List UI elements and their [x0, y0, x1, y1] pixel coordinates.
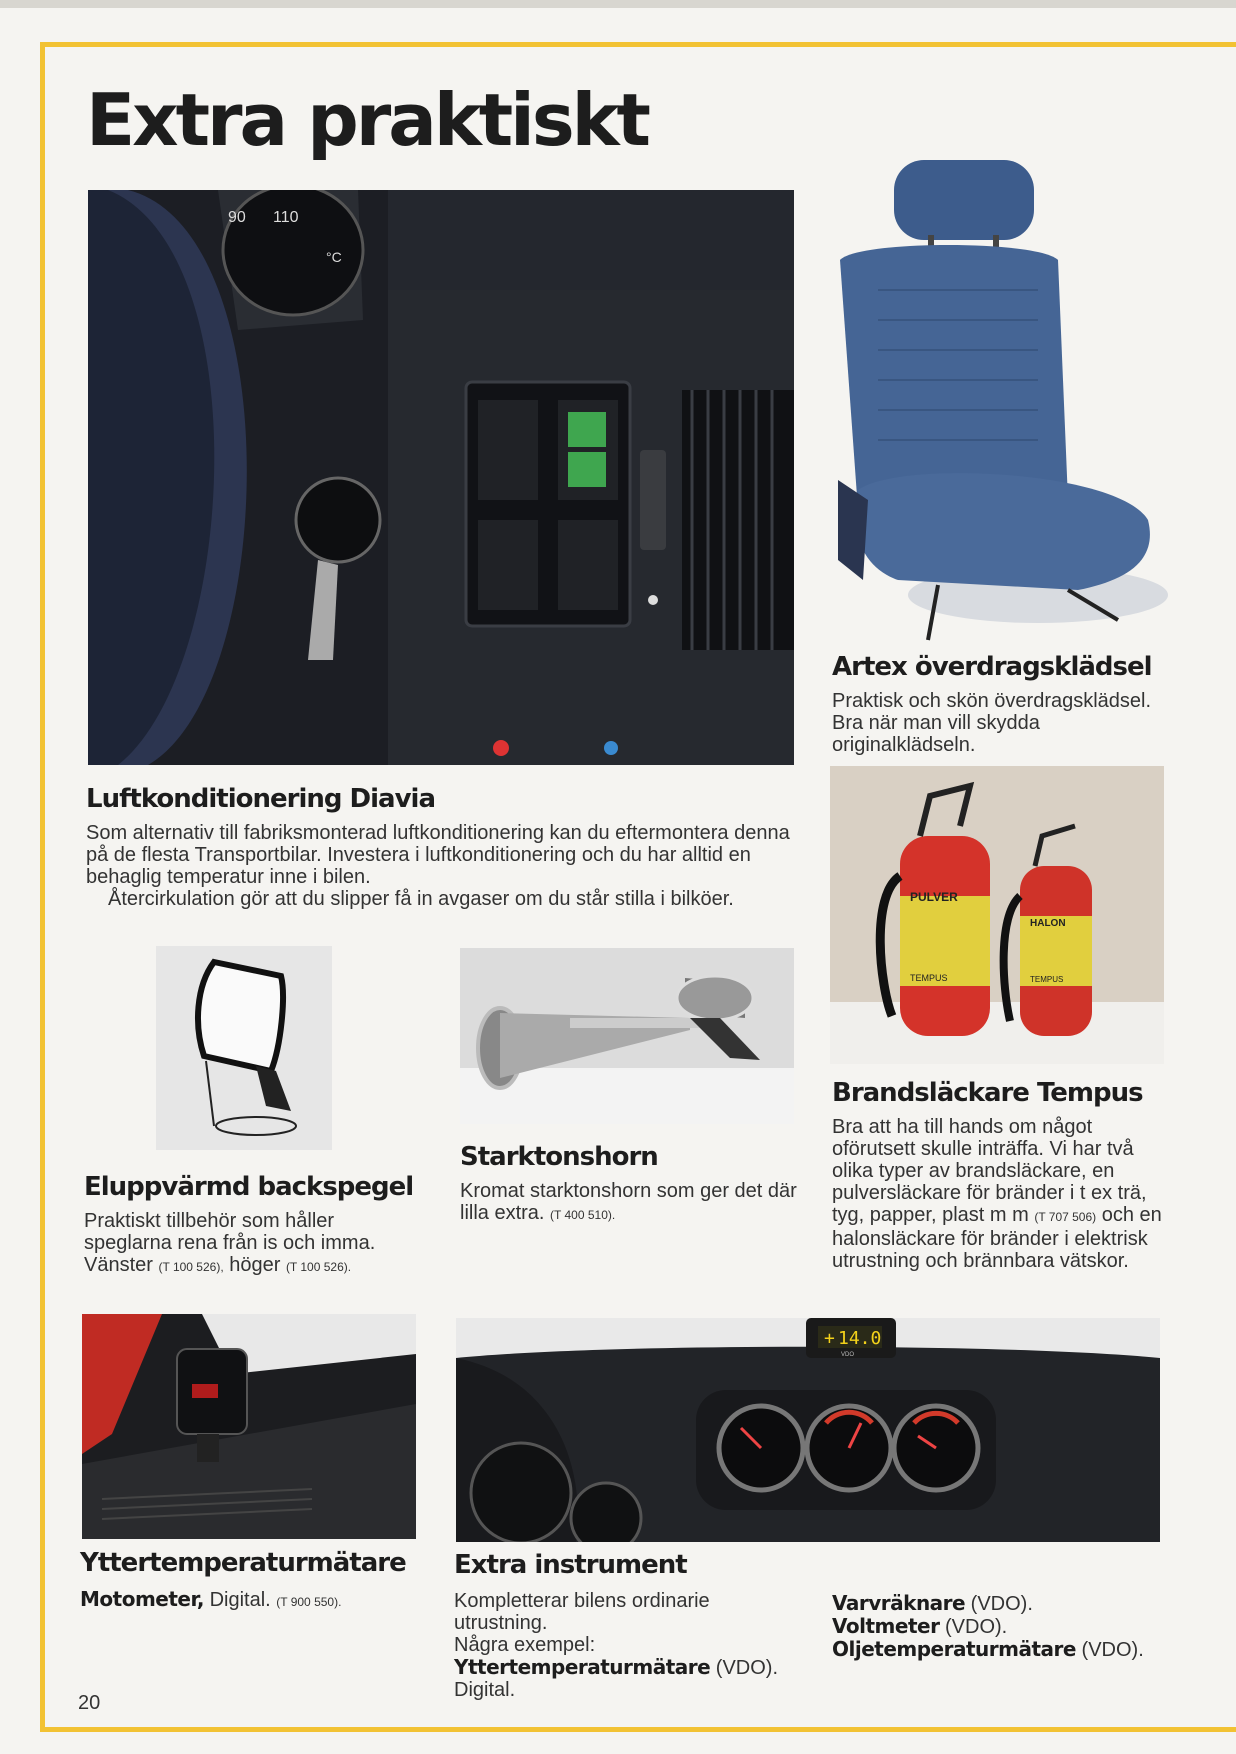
horn-text-main: Kromat starktonshorn som ger det där lilla extra. — [460, 1180, 797, 1224]
thermometer-text-main: Digital. — [209, 1589, 271, 1611]
instruments-list-rest: (VDO). — [945, 1616, 1008, 1638]
powder-label: PULVER — [910, 890, 958, 904]
page-top-edge — [0, 0, 1236, 8]
thermometer-photo — [82, 1314, 416, 1539]
extinguisher-photo — [830, 766, 1164, 1064]
instruments-list-item — [832, 1592, 1172, 1615]
extinguisher-code: (T 707 506) — [1034, 1210, 1097, 1224]
thermometer-heading: Yttertemperaturmätare — [80, 1548, 406, 1578]
vdo-display-brand: VDO — [841, 1352, 855, 1358]
mirror-heading: Eluppvärmd backspegel — [84, 1172, 414, 1202]
mirror-text-main: Praktiskt tillbehör som håller speglarna rena från is och imma. Vänster — [84, 1210, 376, 1276]
horn-photo — [460, 948, 794, 1124]
mirror-code-left: (T 100 526), — [158, 1260, 224, 1274]
halon-label: HALON — [1030, 918, 1066, 929]
instruments-example1-name: Yttertemperaturmätare — [454, 1655, 711, 1679]
page-title: Extra praktiskt — [86, 78, 648, 162]
instruments-list — [832, 1592, 1172, 1661]
seat-cover-text: Praktisk och skön överdragsklädsel. Bra när man vill skydda originalklädseln. — [832, 690, 1152, 756]
horn-code: (T 400 510). — [550, 1208, 616, 1222]
extinguisher-heading: Brandsläckare Tempus — [832, 1078, 1143, 1108]
extinguisher-text-rest: och en halonsläckare för bränder i elektrisk utrustning och brännbara vätskor. — [832, 1204, 1162, 1272]
instruments-examples-prefix: Några exempel: — [454, 1634, 596, 1656]
instruments-example1-rest: (VDO). Digital. — [454, 1657, 778, 1701]
gauge-tick-celsius: °C — [326, 249, 342, 265]
seat-cover-photo — [818, 140, 1174, 645]
page-number: 20 — [78, 1692, 101, 1714]
instruments-examples — [454, 1634, 804, 1701]
mirror-text — [84, 1210, 424, 1278]
instruments-list-name: Voltmeter — [832, 1614, 940, 1638]
instruments-list-name: Varvräknare — [832, 1591, 966, 1615]
aircon-para1: Som alternativ till fabriksmonterad luftkonditionering kan du eftermontera denna på de flesta Transportbilar. Investera i luftkonditionering och du har alltid en behaglig temperatur inne i bilen. — [86, 822, 790, 888]
mirror-code-right: (T 100 526). — [285, 1260, 352, 1274]
vdo-display-sign: + — [824, 1328, 835, 1349]
halon-brand-label: TEMPUS — [1030, 975, 1064, 984]
extinguisher-text — [832, 1116, 1172, 1272]
seat-cover-heading: Artex överdragsklädsel — [832, 652, 1152, 682]
instruments-heading: Extra instrument — [454, 1550, 687, 1580]
thermometer-text — [80, 1588, 440, 1613]
instruments-list-item — [832, 1638, 1172, 1661]
aircon-heading: Luftkonditionering Diavia — [86, 784, 436, 814]
instruments-list-rest: (VDO). — [970, 1593, 1033, 1615]
horn-heading: Starktonshorn — [460, 1142, 658, 1172]
instruments-list-rest: (VDO). — [1081, 1639, 1144, 1661]
instruments-list-item — [832, 1615, 1172, 1638]
instruments-photo — [456, 1318, 1160, 1542]
thermometer-brand: Motometer, — [80, 1587, 204, 1611]
powder-brand-label: TEMPUS — [910, 973, 948, 983]
instruments-list-name: Oljetemperaturmätare — [832, 1637, 1076, 1661]
gauge-tick-110: 110 — [273, 209, 299, 226]
instruments-text: Kompletterar bilens ordinarie utrustning. — [454, 1590, 710, 1634]
gauge-tick-90: 90 — [228, 209, 246, 226]
thermometer-code: (T 900 550). — [276, 1595, 342, 1609]
horn-text — [460, 1180, 810, 1226]
vdo-display-value: 14.0 — [838, 1328, 882, 1349]
aircon-dashboard-photo — [88, 190, 794, 765]
aircon-para2: Återcirkulation gör att du slipper få in avgaser om du står stilla i bilköer. — [108, 888, 734, 910]
mirror-photo — [156, 946, 332, 1150]
mirror-right-word: höger — [229, 1254, 281, 1276]
extinguisher-text-main: Bra att ha till hands om något oförutsett skulle inträffa. Vi har två olika typer av brandsläckare, en pulversläckare för bränder i t ex trä, tyg, papper, plast m m — [832, 1116, 1147, 1226]
